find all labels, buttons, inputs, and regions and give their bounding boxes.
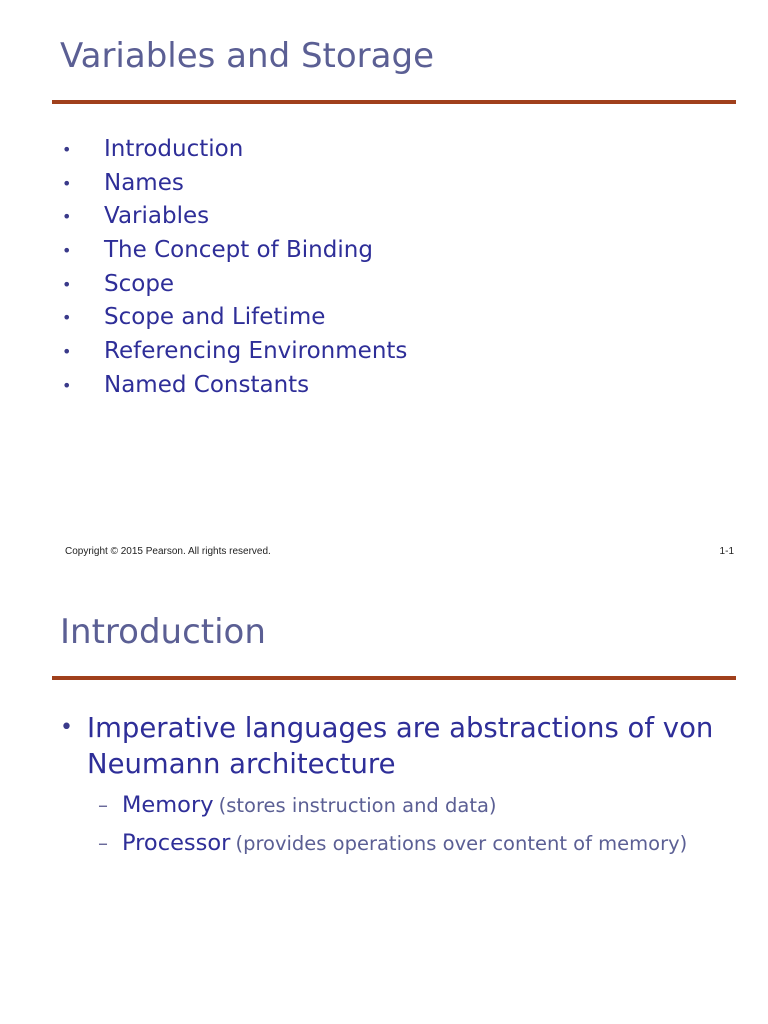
bullet-icon: •: [62, 140, 72, 159]
main-bullet-text: Imperative languages are abstractions of von Neumann architecture: [87, 712, 714, 780]
title-divider: [52, 100, 736, 104]
bullet-icon: •: [62, 274, 72, 294]
slide-introduction: [0, 576, 768, 1024]
bullet-icon: •: [62, 173, 72, 193]
slide-number: 1-1: [719, 546, 734, 557]
outline-item: [60, 268, 407, 302]
sub-bullet-term: Memory: [122, 792, 214, 818]
sub-bullet-list: [98, 788, 687, 864]
outline-item: [60, 133, 407, 167]
outline-item: [60, 369, 407, 403]
sub-bullet-item: [98, 788, 687, 826]
outline-item-label: Introduction: [104, 136, 244, 162]
bullet-icon: •: [60, 715, 73, 740]
dash-icon: –: [98, 831, 108, 855]
outline-item-label: The Concept of Binding: [104, 237, 373, 264]
outline-item: [60, 301, 407, 335]
outline-item-label: Scope: [104, 270, 175, 297]
bullet-icon: •: [62, 308, 72, 328]
copyright-notice: Copyright © 2015 Pearson. All rights reserved.: [65, 546, 271, 557]
sub-bullet-term: Processor: [122, 830, 231, 856]
bullet-icon: •: [62, 241, 72, 261]
slide-title: Variables and Storage: [60, 36, 434, 76]
bullet-icon: •: [62, 375, 72, 395]
sub-bullet-detail: (stores instruction and data): [218, 794, 497, 817]
main-bullet-point: [60, 710, 720, 782]
outline-item-label: Referencing Environments: [104, 338, 408, 365]
outline-item: [60, 234, 407, 268]
outline-list: [60, 133, 407, 403]
sub-bullet-item: [98, 826, 687, 864]
slide-title: Introduction: [60, 612, 266, 652]
dash-icon: –: [98, 793, 108, 817]
outline-item: [60, 200, 407, 234]
title-divider: [52, 676, 736, 680]
sub-bullet-detail: (provides operations over content of memory): [235, 832, 688, 855]
outline-item-label: Variables: [104, 203, 210, 230]
bullet-icon: •: [62, 342, 72, 362]
outline-item: [60, 335, 407, 369]
bullet-icon: •: [62, 207, 72, 227]
outline-item-label: Names: [104, 169, 184, 196]
outline-item-label: Scope and Lifetime: [104, 304, 326, 331]
outline-item-label: Named Constants: [104, 371, 310, 398]
outline-item: [60, 167, 407, 201]
